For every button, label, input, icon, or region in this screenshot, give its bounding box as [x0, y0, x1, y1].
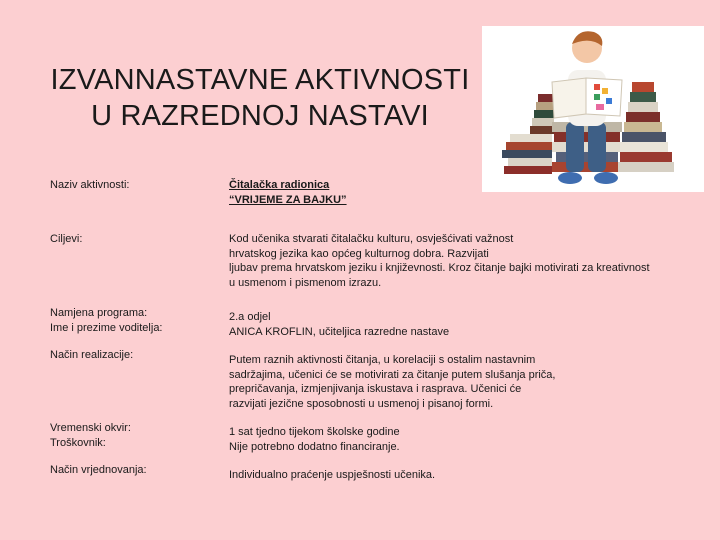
- row-value: [229, 468, 699, 483]
- title-line-2: U RAZREDNOJ NASTAVI: [91, 100, 429, 132]
- value-line: ANICA KROFLIN, učiteljica razredne nastave: [229, 325, 450, 338]
- value-line: razvijati jezične sposobnosti u usmenoj i pisanoj formi.: [229, 397, 494, 410]
- label-line: Ime i prezime voditelja:: [50, 321, 163, 334]
- row-label: [50, 421, 225, 450]
- boy-reading-illustration: [482, 26, 704, 192]
- label-line: Troškovnik:: [50, 436, 106, 449]
- label-line: Naziv aktivnosti:: [50, 179, 130, 191]
- value-line: Kod učenika stvarati čitalačku kulturu, osvješćivati važnost: [229, 233, 514, 245]
- row-label: [50, 232, 225, 247]
- row-label: [50, 463, 225, 478]
- value-line: u usmenom i pismenom izrazu.: [229, 276, 382, 289]
- value-line: ljubav prema hrvatskom jeziku i književnosti. Kroz čitanje bajki motivirati za kreativnost: [229, 262, 650, 274]
- title-line-1: IZVANNASTAVNE AKTIVNOSTI: [50, 64, 470, 96]
- label-line: Vremenski okvir:: [50, 422, 131, 434]
- right-book-stack: [616, 82, 674, 172]
- label-line: Način vrjednovanja:: [50, 464, 147, 476]
- label-line: Način realizacije:: [50, 349, 134, 361]
- row-label: [50, 178, 225, 193]
- page-title: [0, 62, 520, 134]
- row-value: [229, 178, 699, 207]
- center-book-stack: [552, 122, 622, 172]
- row-value: [229, 232, 699, 290]
- row-value: [229, 353, 699, 411]
- row-label: [50, 306, 225, 335]
- left-book-stack: [502, 94, 554, 174]
- value-line: sadržajima, učenici će se motivirati za čitanje putem slušanja priča,: [229, 368, 556, 381]
- row-label: [50, 348, 225, 363]
- open-book: [552, 78, 622, 118]
- value-line: prepričavanja, izmjenjivanja iskustava i rasprava. Učenici će: [229, 383, 522, 395]
- value-line: Čitalačka radionica: [229, 179, 330, 191]
- value-line: Nije potrebno dodatno financiranje.: [229, 440, 400, 453]
- value-line: Individualno praćenje uspješnosti učenika.: [229, 469, 436, 481]
- row-value: [229, 425, 699, 454]
- value-line: “VRIJEME ZA BAJKU”: [229, 193, 347, 206]
- value-line: 2.a odjel: [229, 311, 271, 323]
- row-value: [229, 310, 699, 339]
- value-line: 1 sat tjedno tijekom školske godine: [229, 426, 400, 438]
- label-line: Ciljevi:: [50, 233, 83, 245]
- value-line: Putem raznih aktivnosti čitanja, u korelaciji s ostalim nastavnim: [229, 354, 536, 366]
- boy-reading-on-books-image: [482, 26, 704, 192]
- label-line: Namjena programa:: [50, 307, 148, 319]
- value-line: hrvatskog jezika kao općeg kulturnog dobra. Razvijati: [229, 247, 489, 260]
